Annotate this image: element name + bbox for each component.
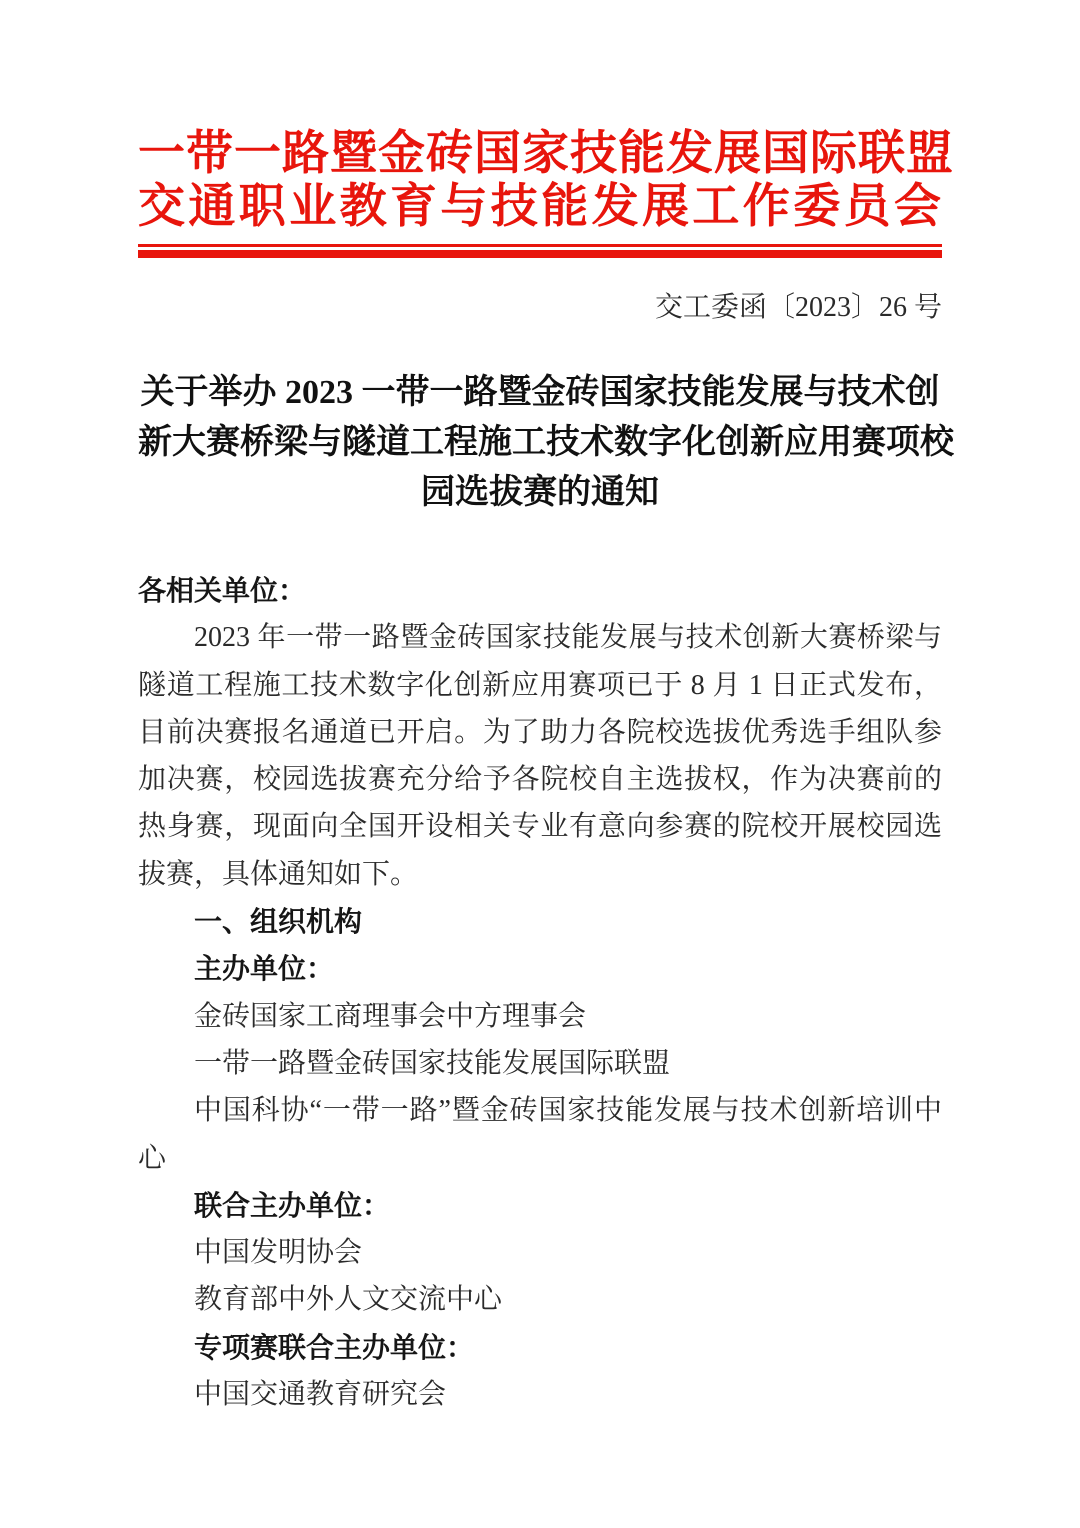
org-item: 金砖国家工商理事会中方理事会 <box>194 1000 587 1032</box>
doc-body <box>138 567 942 1418</box>
org-item: 教育部中外人文交流中心 <box>194 1284 503 1316</box>
doc-title-line-3: 园选拔赛的通知 <box>421 474 659 511</box>
intro-paragraph: 2023 年一带一路暨金砖国家技能发展与技术创新大赛桥梁与隧道工程施工技术数字化创新应用赛项已于 8 月 1 日正式发布，目前决赛报名通道已开启。为了助力各院校选拔优秀选手组队参加决赛，校园选拔赛充分给予各院校自主选拔权，作为决赛前的热身赛，现面向全国开设相关专业有意向参赛的院校开展校园选拔赛，具体通知如下。 <box>138 622 942 890</box>
content-column <box>138 128 954 1418</box>
group-label-co-host: 联合主办单位： <box>194 1189 391 1221</box>
doc-number: 交工委函〔2023〕26 号 <box>654 292 942 323</box>
red-separator-rule <box>138 244 942 258</box>
org-item: 中国科协“一带一路”暨金砖国家技能发展与技术创新培训中心 <box>138 1095 942 1174</box>
section-heading-organization: 一、组织机构 <box>194 906 363 938</box>
org-item: 中国发明协会 <box>194 1237 363 1269</box>
doc-title-line-2: 新大赛桥梁与隧道工程施工技术数字化创新应用赛项校 <box>138 424 954 461</box>
letterhead-org-line1: 一带一路暨金砖国家技能发展国际联盟 <box>138 128 954 180</box>
group-label-host: 主办单位： <box>194 953 335 985</box>
red-rule-thick-line <box>138 250 942 258</box>
salutation: 各相关单位： <box>138 575 307 606</box>
org-item: 中国交通教育研究会 <box>194 1379 447 1411</box>
group-label-special-event-co-host: 专项赛联合主办单位： <box>194 1331 475 1363</box>
letterhead-org-line2: 交通职业教育与技能发展工作委员会 <box>138 181 942 233</box>
letterhead <box>138 128 954 234</box>
doc-title <box>138 368 954 518</box>
org-item: 一带一路暨金砖国家技能发展国际联盟 <box>194 1047 671 1079</box>
doc-title-line-1: 关于举办 2023 一带一路暨金砖国家技能发展与技术创 <box>140 374 940 411</box>
